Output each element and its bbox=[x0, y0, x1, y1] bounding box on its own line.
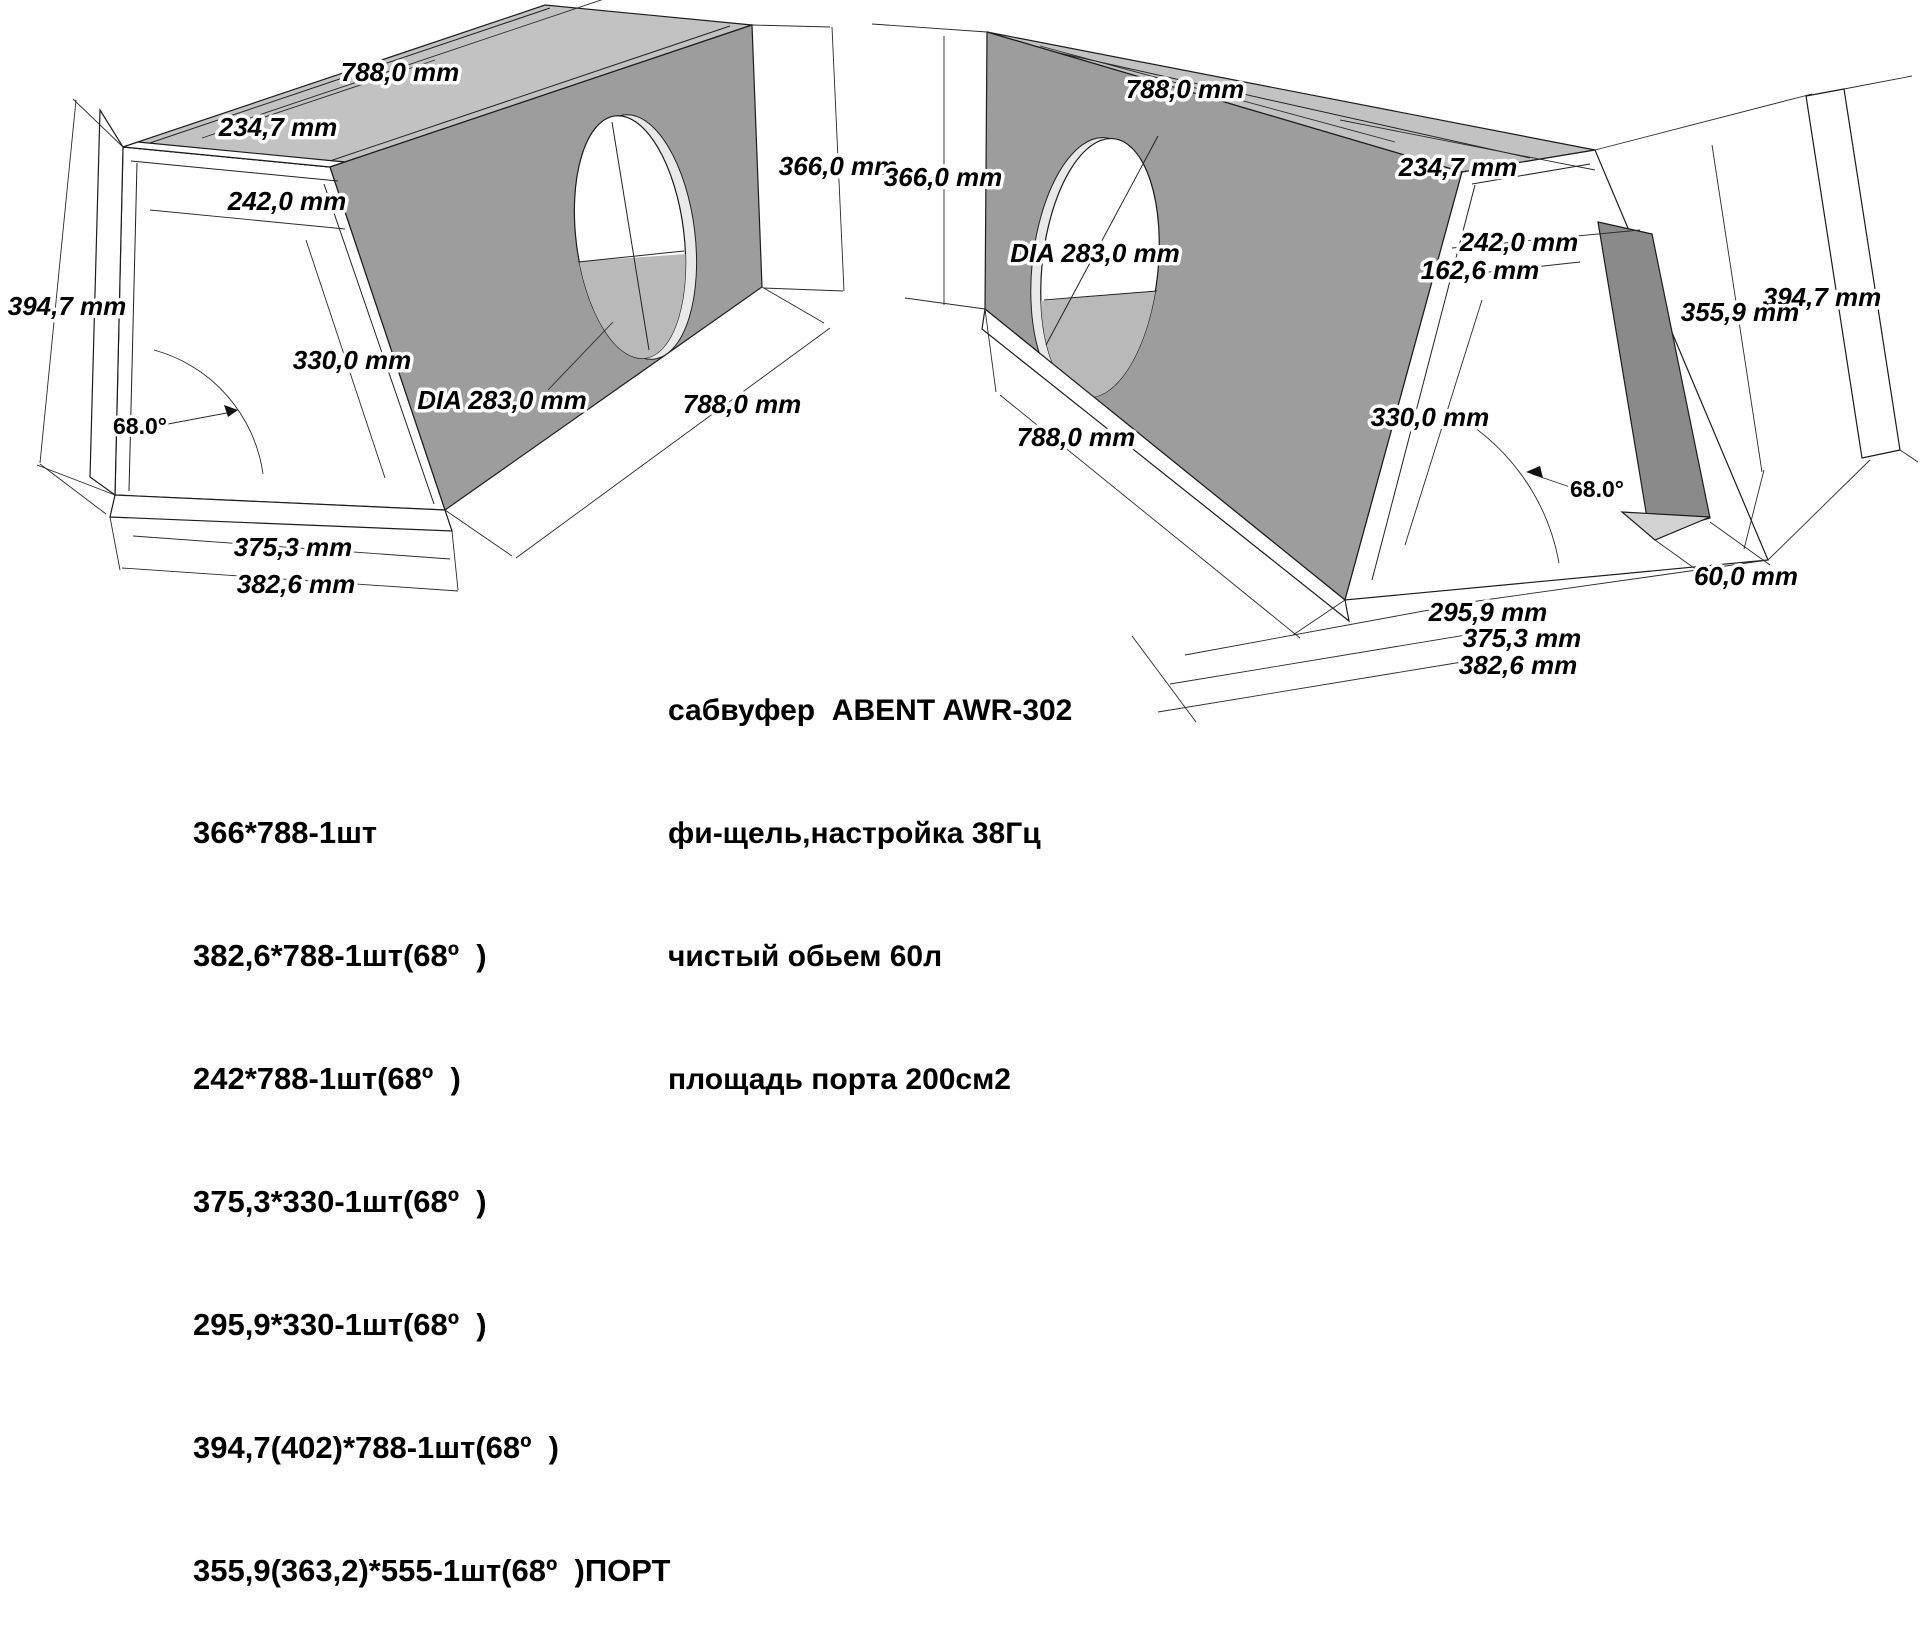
product-name: сабвуфер ABENT AWR-302 bbox=[668, 694, 1073, 727]
dim-right-side-panel: 394,7 mm bbox=[1762, 282, 1882, 312]
dim-left-wall-angle: 68.0° bbox=[113, 413, 167, 439]
dim-right-top-width: 234,7 mm bbox=[1398, 152, 1518, 182]
part-item: 382,6*788-1шт(68º ) bbox=[193, 938, 487, 973]
part-item: 242*788-1шт(68º ) bbox=[193, 1061, 461, 1096]
part-item: 394,7(402)*788-1шт(68º ) bbox=[193, 1430, 559, 1465]
dim-left-top-width: 234,7 mm bbox=[218, 112, 338, 142]
dim-right-port-panel: 355,9 mm bbox=[1680, 297, 1800, 327]
dim-right-top-length: 788,0 mm bbox=[1125, 74, 1245, 104]
dim-right-bottom-front: 295,9 mm bbox=[1428, 597, 1548, 627]
parts-list bbox=[193, 730, 670, 1632]
dim-left-side-panel: 394,7 mm bbox=[7, 291, 127, 321]
dim-left-front-width: 242,0 mm bbox=[227, 186, 347, 216]
port-area-info: площадь порта 200см2 bbox=[668, 1063, 1011, 1096]
dim-left-end-height: 366,0 mm bbox=[778, 151, 898, 181]
dim-right-bottom-inner: 375,3 mm bbox=[1462, 623, 1582, 653]
dim-right-bottom-length: 788,0 mm bbox=[1016, 422, 1136, 452]
part-item: 295,9*330-1шт(68º ) bbox=[193, 1307, 487, 1342]
tuning-info: фи-щель,настройка 38Гц bbox=[668, 817, 1041, 850]
dim-left-top-length: 788,0 mm bbox=[340, 57, 460, 87]
dim-left-bottom-inner: 375,3 mm bbox=[233, 532, 353, 562]
dim-left-speaker-dia: DIA 283,0 mm bbox=[417, 385, 587, 415]
right-wing-panel bbox=[1806, 89, 1900, 458]
dim-right-speaker-dia: DIA 283,0 mm bbox=[1010, 238, 1180, 268]
volume-info: чистый обьем 60л bbox=[668, 940, 943, 973]
dim-left-side-slant: 330,0 mm bbox=[292, 345, 412, 375]
dim-left-bottom-length: 788,0 mm bbox=[682, 389, 802, 419]
left-view bbox=[8, 0, 898, 599]
part-item: 366*788-1шт bbox=[193, 815, 378, 850]
part-item: 355,9(363,2)*555-1шт(68º )ПОРТ bbox=[193, 1553, 671, 1588]
dim-right-bottom-outer: 382,6 mm bbox=[1458, 650, 1578, 680]
title-block bbox=[668, 608, 1072, 1141]
dim-left-bottom-outer: 382,6 mm bbox=[236, 569, 356, 599]
part-item: 375,3*330-1шт(68º ) bbox=[193, 1184, 487, 1219]
dim-right-port-offset: 162,6 mm bbox=[1420, 255, 1540, 285]
dim-right-wall-angle: 68.0° bbox=[1570, 476, 1624, 502]
dim-right-front-width: 242,0 mm bbox=[1459, 227, 1579, 257]
dim-right-end-height: 366,0 mm bbox=[883, 162, 1003, 192]
dim-right-side-slant: 330,0 mm bbox=[1370, 402, 1490, 432]
dim-right-port-width: 60,0 mm bbox=[1693, 561, 1799, 591]
